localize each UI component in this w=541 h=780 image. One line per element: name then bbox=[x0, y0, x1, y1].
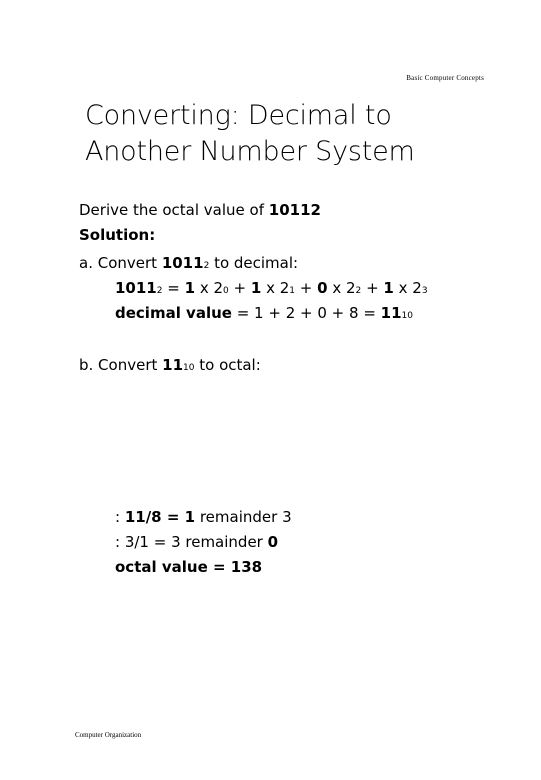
term-base: 2 bbox=[346, 279, 356, 297]
term-exp: 3 bbox=[421, 286, 428, 296]
term-coef: 1 bbox=[250, 279, 262, 297]
prompt-line bbox=[79, 201, 321, 219]
prompt-value: 10112 bbox=[268, 201, 321, 219]
term-coef: 0 bbox=[317, 279, 328, 297]
expansion-lhs-base: 2 bbox=[156, 286, 163, 296]
term-base: 2 bbox=[213, 279, 224, 297]
expansion-line: 10112 = 1 x 20 + 1 x 21 + 0 x 22 + 1 x 23 bbox=[115, 279, 428, 297]
term-exp: 1 bbox=[289, 286, 296, 296]
step-b-value-base: 10 bbox=[183, 363, 195, 373]
term-exp: 2 bbox=[355, 286, 362, 296]
step-a-suffix: to decimal: bbox=[209, 254, 299, 272]
page-title bbox=[85, 98, 505, 170]
title-line-1: Converting: Decimal to bbox=[85, 100, 392, 131]
decimal-result-base: 10 bbox=[401, 311, 413, 321]
division1-rest: remainder 3 bbox=[195, 508, 292, 526]
step-b-suffix: to octal: bbox=[194, 356, 261, 374]
solution-label: Solution: bbox=[79, 226, 156, 244]
division2-text: : 3/1 = 3 remainder bbox=[115, 533, 268, 551]
term-coef: 1 bbox=[184, 279, 196, 297]
step-a-label: a. Convert bbox=[79, 254, 162, 272]
division1-expr: 11/8 = 1 bbox=[124, 508, 196, 526]
step-a-line bbox=[79, 254, 298, 275]
term-base: 2 bbox=[412, 279, 422, 297]
footer-note: Computer Organization bbox=[75, 731, 142, 739]
decimal-label: decimal value bbox=[115, 304, 232, 322]
division-line-1 bbox=[115, 508, 292, 526]
term-base: 2 bbox=[279, 279, 290, 297]
title-line-2: Another Number System bbox=[85, 136, 415, 167]
octal-value-line: octal value = 138 bbox=[115, 558, 263, 576]
equals-sign: = bbox=[167, 279, 185, 297]
term-exp: 0 bbox=[223, 286, 229, 296]
plus-sign: + bbox=[366, 279, 384, 297]
step-b-line bbox=[79, 356, 261, 377]
plus-sign: + bbox=[299, 279, 318, 297]
decimal-sum: = 1 + 2 + 0 + 8 = bbox=[231, 304, 381, 322]
step-a-value-base: 2 bbox=[203, 261, 210, 271]
division1-prefix: : bbox=[115, 508, 125, 526]
expansion-lhs: 1011 bbox=[115, 279, 157, 297]
decimal-value-line bbox=[115, 304, 413, 325]
division2-digit: 0 bbox=[267, 533, 279, 551]
step-b-value: 11 bbox=[162, 356, 184, 374]
decimal-result: 11 bbox=[380, 304, 402, 322]
step-a-value: 1011 bbox=[161, 254, 204, 272]
term-coef: 1 bbox=[383, 279, 394, 297]
header-note: Basic Computer Concepts bbox=[406, 74, 484, 82]
division-line-2 bbox=[115, 533, 278, 551]
prompt-text: Derive the octal value of bbox=[79, 201, 269, 219]
plus-sign: + bbox=[233, 279, 251, 297]
step-b-label: b. Convert bbox=[79, 356, 163, 374]
